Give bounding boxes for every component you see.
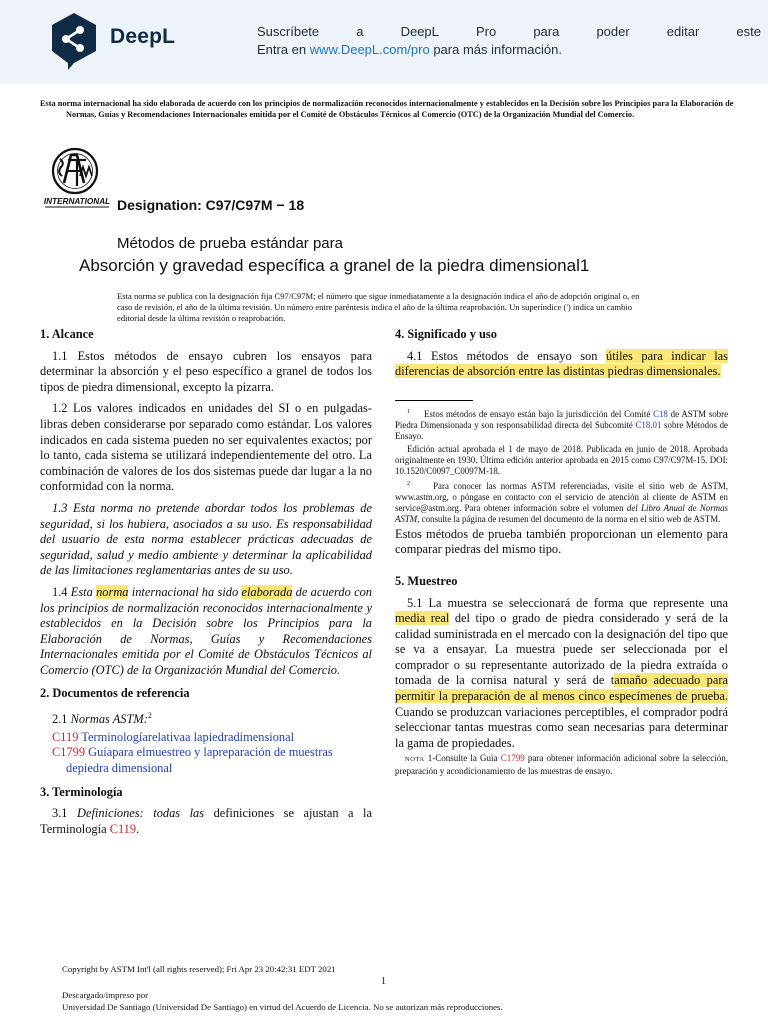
- footer-copyright: Copyright by ASTM Int'l (all rights reserved); Fri Apr 23 20:42:31 EDT 2021: [62, 964, 336, 974]
- deepl-banner: [0, 0, 768, 84]
- footnote-rule: [395, 400, 473, 401]
- ref-c1799-note-link[interactable]: C1799: [500, 753, 525, 764]
- para-2-1: 2.1 Normas ASTM:$^2$: [52, 711, 152, 727]
- ref-c119-link[interactable]: C119: [52, 729, 79, 744]
- para-1-1: 1.1 Estos métodos de ensayo cubren los ensayos para determinar la absorción y el peso específico a granel de todos los tipos de piedra dimensional, excepto la pizarra.: [40, 348, 372, 394]
- astm-logo-icon: [44, 146, 110, 210]
- para-5-1: 5.1 La muestra se seleccionará de forma que represente una media real del tipo o grado de piedra considerado y será de la calidad suministrada en el mercado con la designación del tipo que se va a ensayar. La muestra puede ser seleccionada por el comprador o su representante autorizado de la piedra extraída o tomada de la cornisa natural y será de tamaño adecuado para permitir la preparación de al menos cinco especímenes de prueba. Cuando se produzcan variaciones perceptibles, el comprador podrá seleccionar tantas muestras como sean necesarias para determinar la gama de propiedades.: [395, 595, 728, 750]
- para-1-3: 1.3 Esta norma no pretende abordar todos los problemas de seguridad, si los hubiera, asociados a su uso. Es responsabilidad del usuario de esta norma establecer prácticas adecuadas de seguridad, salud y medio ambiente y determinar la aplicabilidad de las limitaciones reglamentarias antes de su uso.: [40, 500, 372, 578]
- para-1-2: 1.2 Los valores indicados en unidades del SI o en pulgadas-libras deben considerarse por separado como estándar. Los valores indicados en cada sistema pueden no ser equivalentes exactos; por lo tanto, cada sistema se utilizará independientemente del otro. La combinación de valores de los dos sistemas puede dar lugar a la no conformidad con la norma.: [40, 401, 372, 494]
- deepl-logo-icon: [49, 11, 99, 71]
- para-3-1: 3.1 Definiciones: todas las definiciones se ajustan a la Terminología C119.: [40, 806, 373, 836]
- highlight-elaborada: elaborada: [241, 584, 293, 599]
- ref-c119-inline-link[interactable]: C119: [109, 821, 137, 836]
- deepl-brand: DeepL: [110, 25, 176, 48]
- fixed-designation-note: Esta norma se publica con la designación fija C97/C97M; el número que sigue inmediatamente a la designación indica el año de adopción original o, en caso de revisión, el año de la última revisión. Un número entre paréntesis indica el año de la última reaprobación. Un superíndice (') indica un cambio editorial desde la última revisión o reaprobación.: [117, 291, 640, 323]
- section-5-heading: 5. Muestreo: [395, 573, 458, 588]
- right-column: [395, 327, 728, 778]
- astm-logo-label: INTERNATIONAL: [44, 197, 110, 206]
- para-1-4: 1.4 Esta norma internacional ha sido elaborada de acuerdo con los principios de normalización reconocidos internacionalmente y establecidos en la Decisión sobre los Principios para la Elaboración de Normas, Guías y Recomendaciones Internacionales emitida por el Comité de Obstáculos Técnicos al Comercio (OTC) de la Organización Mundial del Comercio.: [40, 584, 372, 677]
- note-1: NOTA 1-Consulte la Guía C1799 para obtener información adicional sobre la selección, preparación y acondicionamiento de las muestras de ensayo.: [395, 753, 728, 777]
- footnote-1-edition: Edición actual aprobada el 1 de mayo de 2018. Publicada en junio de 2018. Aprobada originalmente en 1930. Última edición anterior aprobada en 2015 como C97/C97M-15. DOI: 10.1520/C0097_C0097M-18.: [395, 443, 728, 476]
- highlight-utiles: útiles para indicar las diferencias de absorción entre las distintas piedras dimensionales.: [395, 348, 729, 379]
- ref-c18-link[interactable]: C18: [653, 408, 668, 419]
- banner-info-text: Entra en www.DeepL.com/pro para más información.: [257, 42, 562, 57]
- footnote-1: $^1$ Estos métodos de ensayo están bajo la jurisdicción del Comité C18 de ASTM sobre Piedra Dimensionada y son responsabilidad directa del Subcomité C18.01 sobre Métodos de Ensayo.: [395, 408, 729, 441]
- section-2-heading: 2. Documentos de referencia: [40, 686, 190, 701]
- section-1-heading: 1. Alcance: [40, 327, 94, 341]
- left-column: [40, 327, 372, 843]
- para-4-continued: Estos métodos de prueba también proporcionan un elemento para comparar piedras del mismo tipo.: [395, 526, 728, 557]
- ref-c1799: C1799 Guíapara elmuestreo y lapreparación de muestras depiedra dimensional: [52, 745, 333, 775]
- highlight-norma: norma: [96, 584, 129, 599]
- section-3-heading: 3. Terminología: [40, 784, 123, 799]
- designation: Designation: C97/C97M − 18: [117, 197, 305, 213]
- deepl-pro-link[interactable]: www.DeepL.com/pro: [309, 42, 430, 57]
- page-number: 1: [381, 976, 386, 987]
- highlight-media-real: media real: [395, 611, 450, 626]
- banner-subscribe-text: Suscríbete a DeepL Pro para poder editar este: [257, 24, 761, 39]
- ref-c119: C119 Terminologíarelativaa lapiedradimensional: [52, 729, 295, 744]
- footer-university: Universidad De Santiago (Universidad De Santiago) en virtud del Acuerdo de Licencia. No se autorizan más reproducciones.: [62, 1002, 503, 1012]
- footer-downloaded: Descargado/impreso por: [62, 990, 149, 1000]
- highlight-tamano-adecuado: amaño adecuado para permitir la preparación de al menos cinco especímenes de prueba.: [395, 673, 728, 704]
- title-line-2: Absorción y gravedad específica a granel de la piedra dimensional1: [79, 256, 590, 275]
- ref-c1799-link[interactable]: C1799: [52, 745, 86, 760]
- footnote-2: $^2$ Para conocer las normas ASTM referenciadas, visite el sitio web de ASTM, www.astm.org, o póngase en contacto con el servicio de atención al cliente de ASTM en service@astm.org. Para obtener información sobre el volumen del Libro Anual de Normas ASTM, consulte la página de resumen del documento de la norma en el sitio web de ASTM.: [395, 480, 728, 524]
- section-4-heading: 4. Significado y uso: [395, 327, 497, 341]
- para-4-1: 4.1 Estos métodos de ensayo son útiles para indicar las diferencias de absorción entre las distintas piedras dimensionales.: [395, 348, 729, 379]
- ref-c1801-link[interactable]: C18.01: [635, 419, 662, 430]
- title-line-1: Métodos de prueba estándar para: [117, 235, 343, 252]
- wto-notice: Esta norma internacional ha sido elaborada de acuerdo con los principios de normalización reconocidos internacionalmente y establecidos en la Decisión sobre los Principios para la Elaboración de Normas, Guías y Recomendaciones Internacionales emitida por el Comité de Obstáculos Técnicos al Comercio (OTC) de la Organización Mundial del Comercio.: [40, 99, 734, 119]
